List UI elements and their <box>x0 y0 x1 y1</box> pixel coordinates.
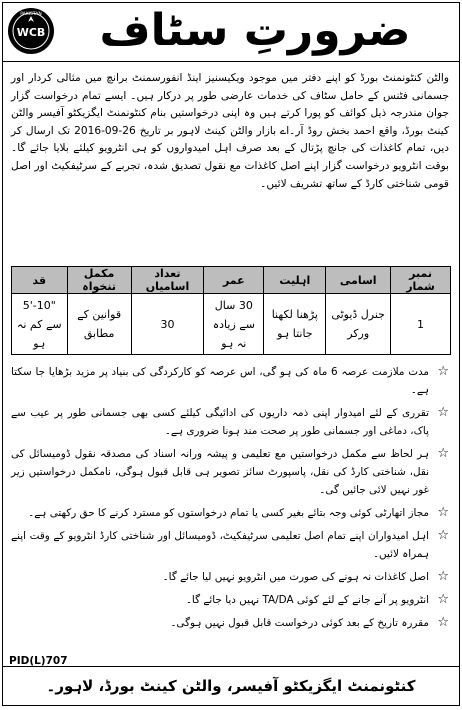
table-cell: جنرل ڈیوٹی ورکر <box>326 294 391 355</box>
table-cell: قوانین کے مطابق <box>67 294 131 355</box>
star-bullet-icon: ☆ <box>437 592 449 607</box>
table-header-row <box>12 267 451 294</box>
condition-text: اصل کاغذات نہ ہونے کی صورت میں انٹرویو نہیں لیا جائے گا۔ <box>162 571 429 583</box>
table-cell: 30 سال سے زیادہ نہ ہو <box>204 294 264 355</box>
intro-paragraph: والٹن کنٹونمنٹ بورڈ کو اپنے دفتر میں موجود ویکیسنیز اینڈ انفورسمنٹ برانچ میں مثالی کردار اور جسمانی فٹنس کے حامل سٹاف کی خدمات عارضی طور پر درکار ہیں۔ ایسے تمام درخواست گزار جوان مندرجہ ذیل کوائف کو پورا کرتے ہیں وہ اپنی درخواستیں بنام کنٹونمنٹ ایگزیکٹو آفیسر والٹن کینٹ بورڈ، واقع احمد بخش روڈ آر۔اے بازار والٹن کینٹ لاہور بر تاریخ 26-09-2016 تک ارسال کر دیں، تمام کاغذات کی جانچ پڑتال کے بعد صرف اہل امیدواروں کو ہی انٹرویو کیلئے بلایا جائے گا۔ بوقت انٹرویو درخواست گزار اپنے اصل کاغذات مع نقول تصدیق شدہ، تجربے کے سرٹیفکیٹ اور اصل قومی شناختی کارڈ کے ساتھ تشریف لائیں۔ <box>11 72 449 190</box>
advertisement-page <box>2 2 460 706</box>
column-header: عمر <box>204 267 264 294</box>
star-bullet-icon: ☆ <box>437 446 449 461</box>
header <box>3 3 459 62</box>
table-cell: "10-'5 سے کم نہ ہو <box>12 294 68 355</box>
conditions-list <box>3 355 459 632</box>
condition-text: مجاز اتھارٹی کوئی وجہ بتائے بغیر کسی یا تمام درخواستوں کو مسترد کرنے کا حق رکھتی ہے۔ <box>28 507 429 519</box>
list-item <box>11 614 451 632</box>
column-header: قد <box>12 267 68 294</box>
logo-text: WCB <box>16 26 46 39</box>
condition-text: ہر لحاظ سے مکمل درخواستیں مع تعلیمی و پیشہ ورانہ اسناد کی مصدقہ نقول ڈومیسائل کی نقل، شناختی کارڈ کی نقل، پاسپورٹ سائز تصویر ہی قابل قبول ہوگی، نامکمل درخواستیں زیر غور نہیں لائی جائیں گی۔ <box>11 448 429 496</box>
list-item <box>11 445 451 499</box>
list-item <box>11 404 451 440</box>
condition-text: مقررہ تاریخ کے بعد کوئی درخواست قابل قبول نہیں ہوگی۔ <box>170 617 429 629</box>
column-header: اسامی <box>326 267 391 294</box>
list-item <box>11 527 451 563</box>
condition-text: مدت ملازمت عرصہ 6 ماہ کی ہو گی، اس عرصہ کو کارکردگی کی بنیاد پر مزید بڑھایا جا سکتا ہے۔ <box>11 366 429 396</box>
star-bullet-icon: ☆ <box>437 528 449 543</box>
table-row <box>12 294 451 355</box>
star-bullet-icon: ☆ <box>437 569 449 584</box>
column-header: نمبر شمار <box>391 267 451 294</box>
condition-text: اہل امیدواران اپنے تمام اصل تعلیمی سرٹیفکیٹ، ڈومیسائل اور شناختی کارڈ انٹرویو کے وقت اپنے ہمراہ لائیں۔ <box>11 530 429 560</box>
publication-id: PID(L)707 <box>9 655 68 667</box>
logo-caption: PAKISTAN <box>20 12 42 17</box>
list-item <box>11 363 451 399</box>
star-bullet-icon: ☆ <box>437 615 449 630</box>
column-header: مکمل تنخواہ <box>67 267 131 294</box>
condition-text: تقرری کے لئے امیدوار اپنی ذمہ داریوں کی ادائیگی کیلئے کسی بھی جسمانی طور پر عیب سے پاک، دماغی اور جسمانی طور پر صحت مند ہونا ضروری ہے۔ <box>11 407 429 437</box>
page-title: ضرورتِ سٹاف <box>99 5 411 56</box>
vacancy-table <box>11 266 451 355</box>
condition-text: انٹرویو پر آنے جانے کے لئے کوئی TA/DA نہیں دیا جائے گا۔ <box>185 594 429 606</box>
star-bullet-icon: ☆ <box>437 364 449 379</box>
column-header: تعداد اسامیاں <box>131 267 204 294</box>
star-bullet-icon: ☆ <box>437 505 449 520</box>
footer-signature: کنٹونمنٹ ایگزیکٹو آفیسر، والٹن کینٹ بورڈ، لاہور۔ <box>3 666 459 705</box>
wcb-logo-icon <box>7 7 55 55</box>
column-header: اہلیت <box>264 267 326 294</box>
list-item <box>11 504 451 522</box>
table-cell: پڑھنا لکھنا جانتا ہو <box>264 294 326 355</box>
star-bullet-icon: ☆ <box>437 405 449 420</box>
table-cell: 30 <box>131 294 204 355</box>
table-cell: 1 <box>391 294 451 355</box>
list-item <box>11 591 451 609</box>
list-item <box>11 568 451 586</box>
